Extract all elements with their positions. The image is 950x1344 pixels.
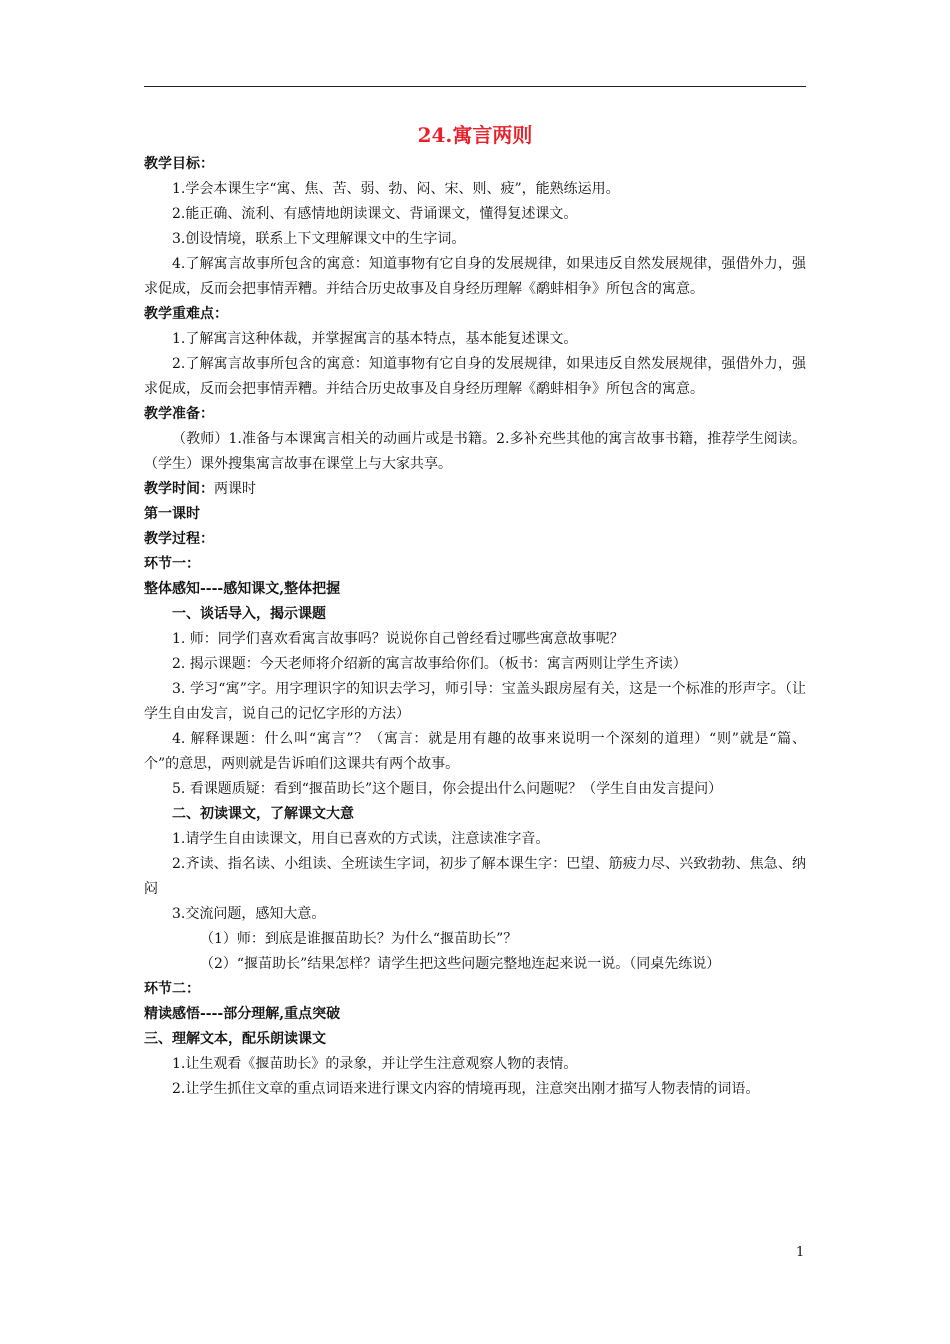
- body-paragraph: 3. 学习“寓”字。用字理识字的知识去学习，师引导：宝盖头跟房屋有关，这是一个标准的形声字。（让学生自由发言，说自己的记忆字形的方法）: [144, 681, 806, 722]
- section-heading: 教学目标：: [144, 156, 214, 172]
- section-heading: 精读感悟----部分理解,重点突破: [144, 1006, 341, 1022]
- section-heading: 三、理解文本，配乐朗读课文: [144, 1031, 326, 1047]
- sub-item-paragraph: （2）“揠苗助长”结果怎样？请学生把这些问题完整地连起来说一说。（同桌先练说）: [200, 956, 721, 972]
- heading-label: 教学时间：: [144, 481, 214, 497]
- body-paragraph: 2.让学生抓住文章的重点词语来进行课文内容的情境再现，注意突出刚才描写人物表情的词语。: [172, 1081, 760, 1097]
- body-paragraph: 1.学会本课生字“寓、焦、苦、弱、勃、闷、宋、则、疲”，能熟练运用。: [172, 181, 620, 197]
- subsection-heading: 二、初读课文，了解课文大意: [172, 806, 354, 822]
- section-heading: 整体感知----感知课文,整体把握: [144, 581, 341, 597]
- body-paragraph: 3.创设情境，联系上下文理解课文中的生字词。: [172, 231, 466, 247]
- section-heading: 环节一：: [144, 556, 200, 572]
- body-paragraph: 2.了解寓言故事所包含的寓意：知道事物有它自身的发展规律，如果违反自然发展规律，强借外力，强求促成，反而会把事情弄糟。并结合历史故事及自身经历理解《鹬蚌相争》所包含的寓意。: [144, 356, 806, 397]
- heading-value: 两课时: [214, 481, 256, 497]
- subsection-heading: 一、谈话导入，揭示课题: [172, 606, 326, 622]
- body-paragraph: 4.了解寓言故事所包含的寓意：知道事物有它自身的发展规律，如果违反自然发展规律，强借外力，强求促成，反而会把事情弄糟。并结合历史故事及自身经历理解《鹬蚌相争》所包含的寓意。: [144, 256, 806, 297]
- body-paragraph: 2.能正确、流利、有感情地朗读课文、背诵课文，懂得复述课文。: [172, 206, 578, 222]
- section-heading-inline: [144, 477, 806, 502]
- section-heading: 环节二：: [144, 981, 200, 997]
- document-body: [144, 118, 806, 1102]
- body-paragraph: 1.了解寓言这种体裁，并掌握寓言的基本特点，基本能复述课文。: [172, 331, 578, 347]
- section-heading: 教学准备：: [144, 406, 214, 422]
- body-paragraph: 3.交流问题，感知大意。: [172, 906, 326, 922]
- section-heading: 第一课时: [144, 506, 200, 522]
- body-paragraph: 2.齐读、指名读、小组读、全班读生字词，初步了解本课生字：巴望、筋疲力尽、兴致勃勃、焦急、纳闷: [144, 856, 806, 897]
- sections-container: [144, 152, 806, 1102]
- page-number: 1: [796, 1245, 805, 1260]
- section-heading: 教学重难点：: [144, 306, 228, 322]
- page-title: 24.寓言两则: [417, 123, 533, 147]
- header-rule: [144, 86, 806, 87]
- body-paragraph: 4. 解释课题：什么叫“寓言”？（寓言：就是用有趣的故事来说明一个深刻的道理）“则”就是“篇、个”的意思，两则就是告诉咱们这课共有两个故事。: [144, 731, 806, 772]
- section-heading: 教学过程：: [144, 531, 214, 547]
- body-paragraph: 1. 师：同学们喜欢看寓言故事吗？说说你自己曾经看过哪些寓意故事呢？: [172, 631, 624, 647]
- body-paragraph: 1.让生观看《揠苗助长》的录象，并让学生注意观察人物的表情。: [172, 1056, 578, 1072]
- sub-item-paragraph: （1）师：到底是谁揠苗助长？为什么“揠苗助长”？: [200, 931, 518, 947]
- body-paragraph: 1.请学生自由读课文，用自已喜欢的方式读，注意读准字音。: [172, 831, 550, 847]
- body-paragraph: 5. 看课题质疑：看到“揠苗助长”这个题目，你会提出什么问题呢？（学生自由发言提问）: [172, 781, 723, 797]
- body-paragraph: （教师）1.准备与本课寓言相关的动画片或是书籍。2.多补充些其他的寓言故事书籍，推荐学生阅读。（学生）课外搜集寓言故事在课堂上与大家共享。: [144, 431, 806, 472]
- body-paragraph: 2. 揭示课题：今天老师将介绍新的寓言故事给你们。（板书：寓言两则让学生齐读）: [172, 656, 687, 672]
